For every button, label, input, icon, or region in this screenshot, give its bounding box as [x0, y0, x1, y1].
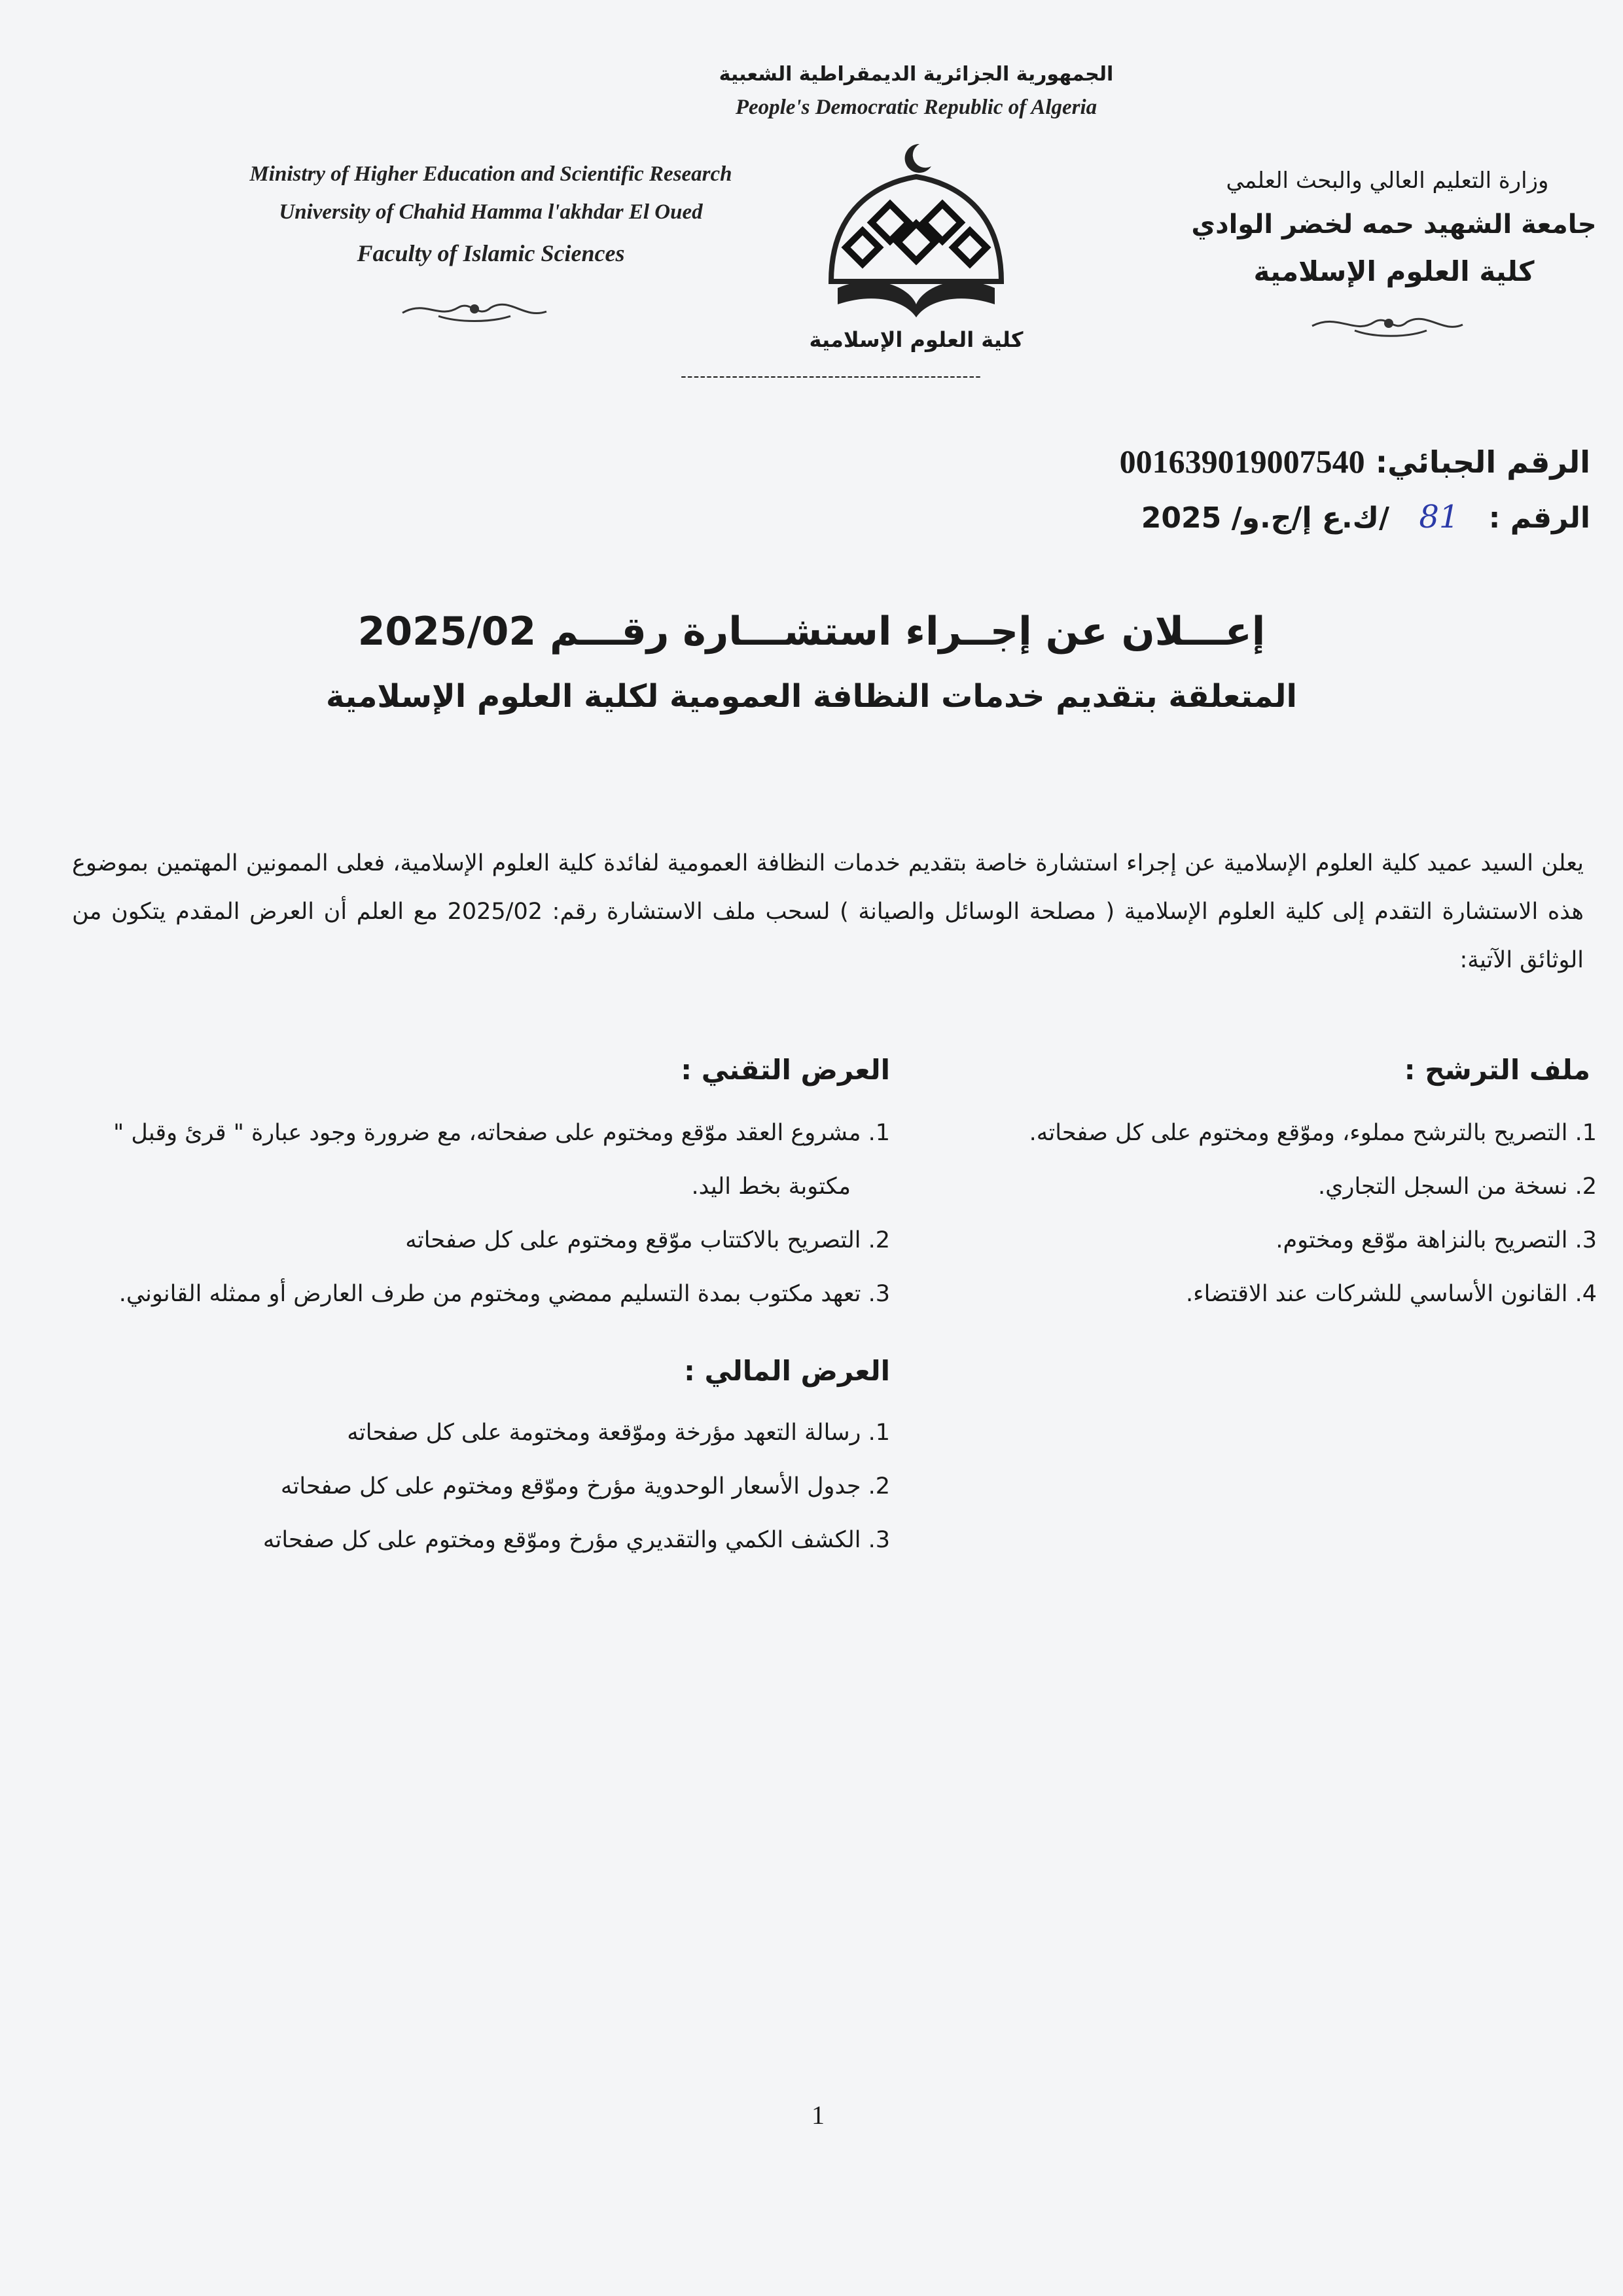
financial-item: 2. جدول الأسعار الوحدوية مؤرخ وموّقع ومختوم على كل صفحاته [280, 1473, 890, 1499]
fiscal-number-line [916, 442, 1590, 480]
republic-arabic: الجمهورية الجزائرية الديمقراطية الشعبية [719, 63, 1114, 86]
candidacy-list [916, 1106, 1597, 1321]
technical-list [52, 1106, 890, 1321]
candidacy-item: 2. نسخة من السجل التجاري. [1318, 1174, 1597, 1200]
reference-number-label: الرقم : [1488, 501, 1590, 535]
page-number: 1 [812, 2100, 825, 2130]
ornament-left-icon [399, 293, 550, 326]
financial-list [65, 1406, 890, 1567]
faculty-english: Faculty of Islamic Sciences [357, 240, 625, 266]
technical-heading: العرض التقني : [681, 1054, 890, 1086]
fiscal-number-label: الرقم الجبائي: [1375, 444, 1590, 480]
reference-number-suffix: /ك.ع إ/ج.و/ 2025 [1141, 501, 1390, 535]
candidacy-item: 3. التصريح بالنزاهة موّقع ومختوم. [1275, 1227, 1597, 1253]
technical-item: 3. تعهد مكتوب بمدة التسليم ممضي ومختوم من طرف العارض أو ممثله القانوني. [118, 1281, 890, 1307]
financial-item: 1. رسالة التعهد مؤرخة وموّقعة ومختومة على كل صفحاته [347, 1420, 890, 1446]
university-arabic: جامعة الشهيد حمه لخضر الوادي [1191, 209, 1597, 240]
technical-item-continuation: مكتوبة بخط اليد. [691, 1174, 851, 1200]
announcement-title: إعـــلان عن إجــراء استشـــارة رقـــم 2025/02 [357, 609, 1266, 655]
reference-handwritten-number: 81 [1419, 499, 1459, 535]
ministry-arabic: وزارة التعليم العالي والبحث العلمي [1226, 168, 1549, 194]
university-english: University of Chahid Hamma l'akhdar El Oued [279, 200, 703, 224]
logo-caption: كلية العلوم الإسلامية [809, 327, 1024, 352]
ministry-english: Ministry of Higher Education and Scientific Research [249, 162, 732, 186]
intro-paragraph: يعلن السيد عميد كلية العلوم الإسلامية عن إجراء استشارة خاصة بتقديم خدمات النظافة العمومية لفائدة كلية العلوم الإسلامية، فعلى الممونين المهتمين بموضوع هذه الاستشارة التقدم إلى كلية العلوم الإسلامية ( مصلحة الوسائل والصيانة ) لسحب ملف الاستشارة رقم: 2025/02 مع العلم أن العرض المقدم يتكون من الوثائق الآتية: [72, 850, 1584, 973]
technical-item: 1. مشروع العقد موّقع ومختوم على صفحاته، مع ضرورة وجود عبارة " قرئ وقبل " [113, 1120, 890, 1146]
financial-item: 3. الكشف الكمي والتقديري مؤرخ وموّقع ومختوم على كل صفحاته [262, 1527, 890, 1553]
republic-english: People's Democratic Republic of Algeria [735, 96, 1097, 119]
candidacy-heading: ملف الترشح : [1404, 1054, 1590, 1086]
technical-item: 2. التصريح بالاكتتاب موّقع ومختوم على كل صفحاته [405, 1227, 890, 1253]
ornament-right-icon [1309, 308, 1466, 340]
faculty-arabic: كلية العلوم الإسلامية [1253, 255, 1535, 287]
fiscal-number-value: 001639019007540 [1119, 443, 1365, 480]
reference-number-line [916, 499, 1590, 535]
candidacy-item: 1. التصريح بالترشح مملوء، وموّقع ومختوم على كل صفحاته. [1029, 1120, 1597, 1146]
header-dash-rule: ----------------------------------------------- [681, 367, 982, 386]
announcement-subtitle: المتعلقة بتقديم خدمات النظافة العمومية لكلية العلوم الإسلامية [325, 678, 1297, 715]
candidacy-item: 4. القانون الأساسي للشركات عند الاقتضاء. [1186, 1281, 1597, 1307]
financial-heading: العرض المالي : [684, 1355, 890, 1387]
